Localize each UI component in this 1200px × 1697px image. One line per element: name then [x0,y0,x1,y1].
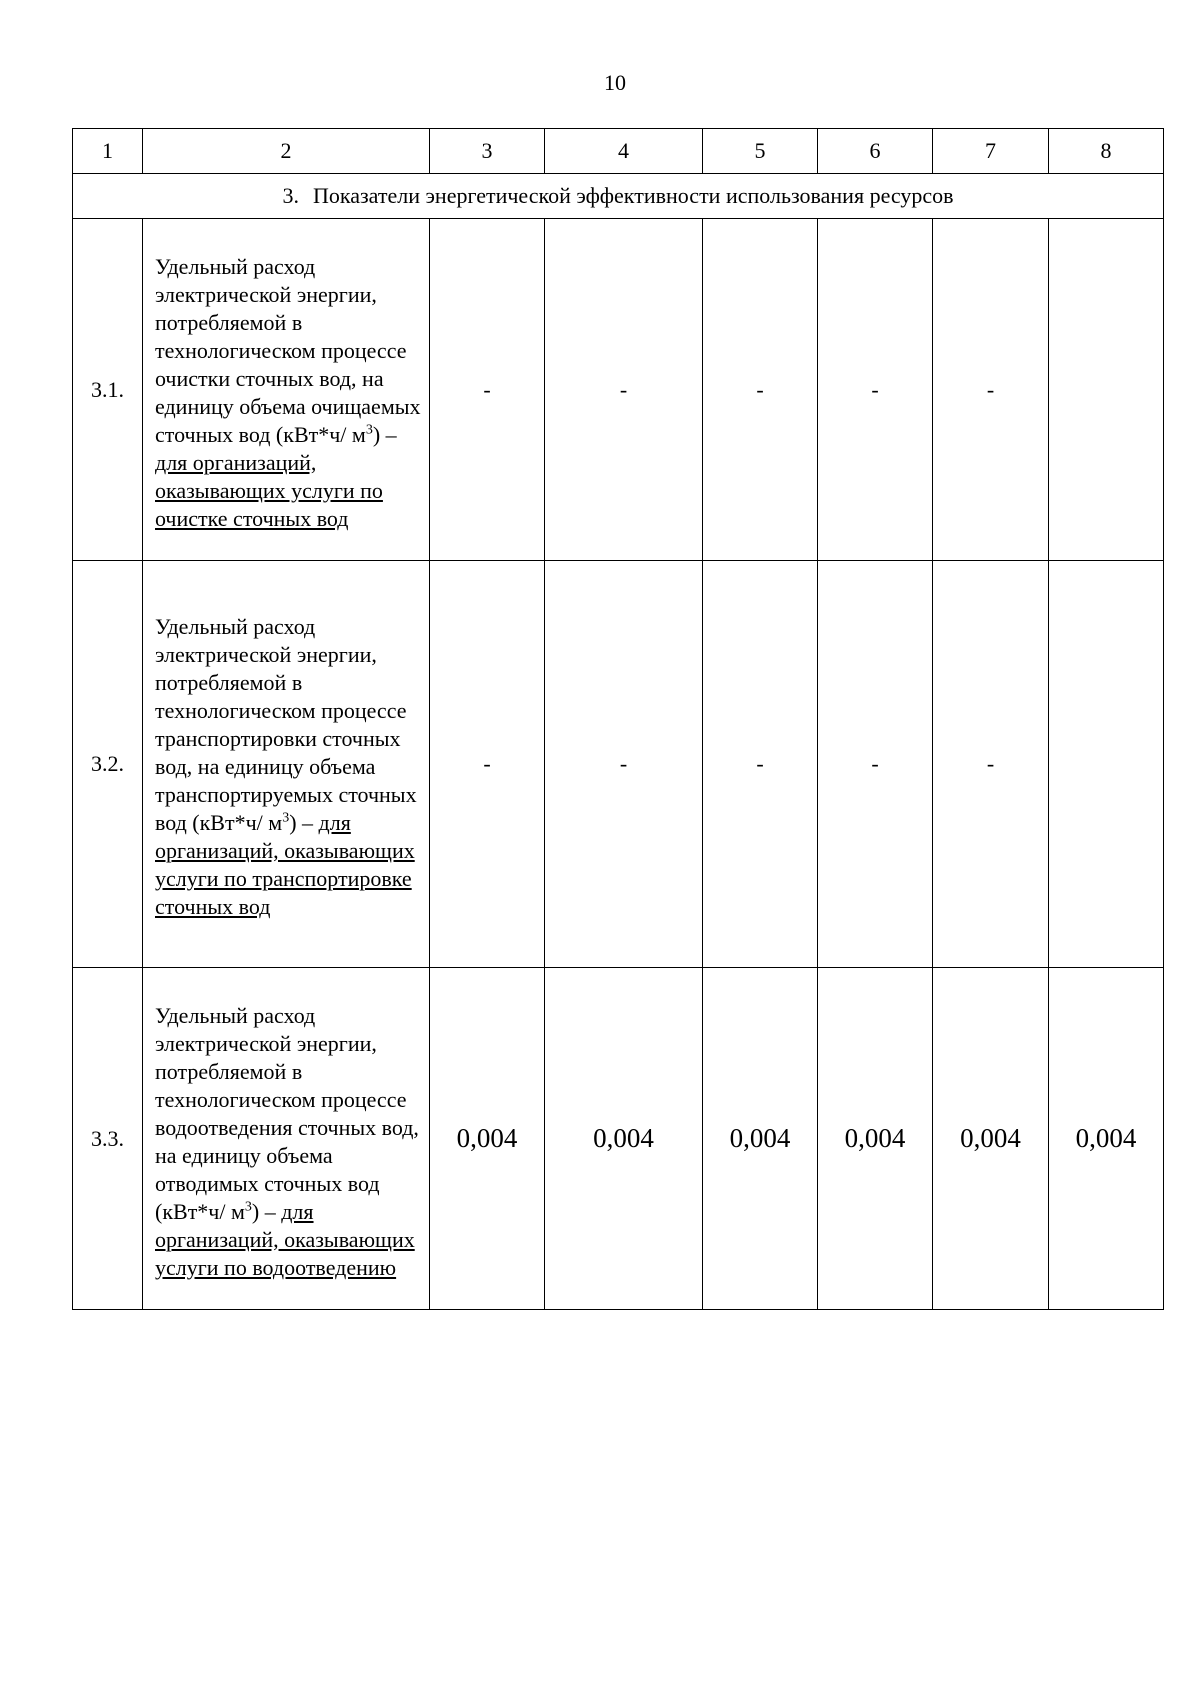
value-cell: - [933,561,1049,968]
column-header: 8 [1049,129,1164,174]
column-header: 7 [933,129,1049,174]
description-note: для организаций, оказывающих услуги по транспортировке сточных вод [155,810,415,919]
row-description [143,561,430,968]
column-header: 5 [703,129,818,174]
indicators-table [72,128,1164,1310]
row-description [143,968,430,1310]
superscript: 3 [244,1199,252,1215]
table-row [73,968,1164,1310]
value-cell: - [818,561,933,968]
section-number: 3. [282,183,299,208]
section-header-row [73,174,1164,219]
superscript: 3 [282,810,290,826]
description-text: Удельный расход электрической энергии, потребляемой в технологическом процессе транспортировки сточных вод, на единицу объема транспортируемых сточных вод (кВт*ч/ м [155,614,417,835]
description-close: ) [251,1198,260,1224]
section-header-cell [73,174,1164,219]
value-cell: 0,004 [703,968,818,1310]
description-text: Удельный расход электрической энергии, потребляемой в технологическом процессе водоотведения сточных вод, на единицу объема отводимых сточных вод (кВт*ч/ м [155,1002,419,1224]
value-cell: - [703,219,818,561]
page-number: 10 [604,70,626,95]
column-header: 2 [143,129,430,174]
row-number: 3.1. [73,219,143,561]
value-cell: - [933,219,1049,561]
row-number: 3.2. [73,561,143,968]
column-header: 1 [73,129,143,174]
value-cell: - [545,561,703,968]
value-cell: - [430,561,545,968]
value-cell [1049,219,1164,561]
value-cell: 0,004 [818,968,933,1310]
value-cell: - [430,219,545,561]
column-header: 3 [430,129,545,174]
value-cell: - [703,561,818,968]
description-note: для организаций, оказывающих услуги по водоотведению [155,1198,415,1280]
dash: – [302,810,319,835]
value-cell: - [818,219,933,561]
column-header: 4 [545,129,703,174]
row-description [143,219,430,561]
value-cell: 0,004 [933,968,1049,1310]
row-number: 3.3. [73,968,143,1310]
column-header: 6 [818,129,933,174]
column-number-header-row [73,129,1164,174]
dash: – [264,1198,282,1224]
table-row [73,219,1164,561]
value-cell: 0,004 [430,968,545,1310]
dash: – [385,421,397,447]
description-text: Удельный расход электрической энергии, потребляемой в технологическом процессе очистки сточных вод, на единицу объема очищаемых сточных вод (кВт*ч/ м [155,253,421,447]
value-cell: 0,004 [1049,968,1164,1310]
table-row [73,561,1164,968]
value-cell: 0,004 [545,968,703,1310]
superscript: 3 [365,422,373,438]
description-note: для организаций, оказывающих услуги по очистке сточных вод [155,449,383,531]
value-cell [1049,561,1164,968]
description-close: ) [372,421,381,447]
value-cell: - [545,219,703,561]
description-close: ) [289,810,297,835]
section-title: Показатели энергетической эффективности использования ресурсов [312,183,954,208]
